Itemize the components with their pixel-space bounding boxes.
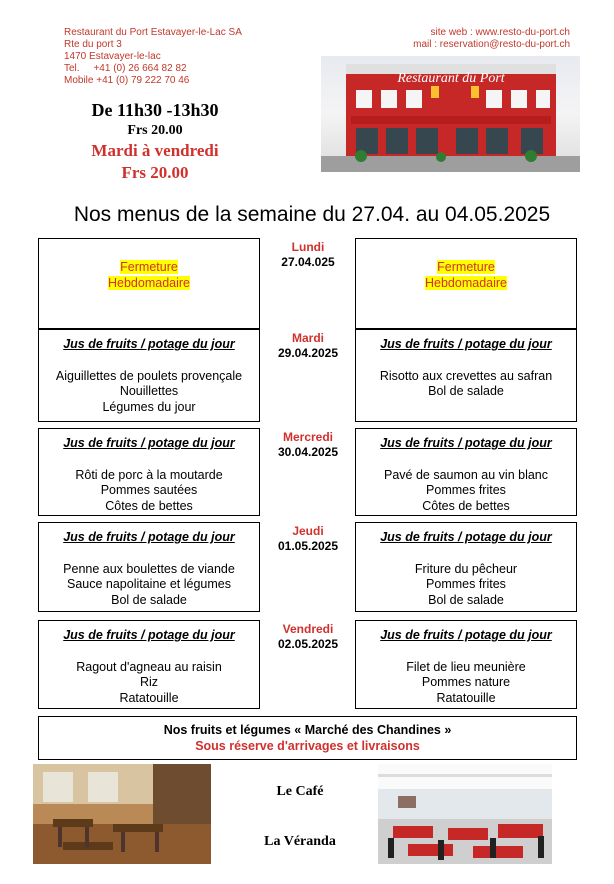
dish-line: Côtes de bettes [105, 498, 193, 513]
dish-line: Nouillettes [119, 384, 179, 398]
day-date: 02.05.2025 [277, 637, 339, 651]
opening-days: Mardi à vendredi [91, 141, 219, 160]
day-name: Mardi [291, 331, 324, 345]
cafe-label: Le Café [276, 784, 324, 799]
price: Frs 20.00 [121, 163, 189, 182]
web-contact [413, 27, 570, 51]
dish-line: Bol de salade [111, 592, 187, 607]
dish-line: Pavé de saumon au vin blanc [384, 467, 548, 482]
dish-line: Pommes frites [426, 483, 506, 497]
day-name: Jeudi [292, 524, 324, 538]
restaurant-address [64, 27, 242, 87]
dish-line: Légumes du jour [102, 399, 196, 414]
day-label-mercredi [260, 430, 356, 460]
closed-label: Hebdomadaire [425, 275, 507, 290]
day-name: Lundi [291, 240, 325, 254]
closed-label: Hebdomadaire [108, 275, 190, 290]
dish-line: Penne aux boulettes de viande [63, 561, 235, 576]
address-line: 1470 Estavayer-le-lac [64, 51, 161, 62]
day-date: 27.04.025 [281, 255, 335, 269]
dish-line: Ratatouille [436, 690, 496, 705]
dish-line: Pommes sautées [100, 483, 198, 497]
dish-line: Ratatouille [119, 690, 179, 705]
mobile-line: Mobile +41 (0) 79 222 70 46 [64, 75, 190, 86]
menu-header: Jus de fruits / potage du jour [63, 628, 235, 642]
veranda-photo [378, 764, 552, 864]
address-line: Restaurant du Port Estavayer-le-Lac SA [64, 27, 242, 38]
dish-line: Sauce napolitaine et légumes [66, 577, 231, 591]
dish-line: Bol de salade [428, 592, 504, 607]
dish-line: Ragout d'agneau au raisin [76, 659, 222, 674]
dish-line: Friture du pêcheur [414, 561, 518, 576]
page-title: Nos menus de la semaine du 27.04. au 04.05.2025 [73, 203, 551, 226]
menu-box-vendredi-left [38, 620, 260, 709]
day-label-jeudi [260, 524, 356, 554]
dish-line: Pommes frites [426, 577, 506, 591]
menu-header: Jus de fruits / potage du jour [63, 337, 235, 351]
menu-header: Jus de fruits / potage du jour [380, 530, 552, 544]
menu-box-mardi-left [38, 329, 260, 422]
restaurant-building-photo [321, 56, 580, 172]
dish-line: Côtes de bettes [422, 498, 510, 513]
price: Frs 20.00 [127, 123, 183, 138]
dish-line: Pommes nature [421, 675, 511, 689]
opening-info [40, 100, 270, 184]
cafe-photo [33, 764, 211, 864]
veranda-label: La Véranda [264, 834, 336, 849]
menu-box-mercredi-left [38, 428, 260, 516]
market-line: Nos fruits et légumes « Marché des Chandines » [163, 723, 452, 737]
day-name: Vendredi [282, 622, 334, 636]
day-date: 01.05.2025 [277, 539, 339, 553]
day-label-vendredi [260, 622, 356, 652]
dish-line: Bol de salade [428, 384, 504, 398]
day-date: 30.04.2025 [277, 445, 339, 459]
day-label-mardi [260, 331, 356, 361]
address-line: Rte du port 3 [64, 39, 122, 50]
menu-box-mardi-right [355, 329, 577, 422]
dish-line: Riz [139, 675, 159, 689]
day-date: 29.04.2025 [277, 346, 339, 360]
menu-box-lundi-left [38, 238, 260, 329]
dish-line: Risotto aux crevettes au safran [379, 368, 553, 383]
menu-header: Jus de fruits / potage du jour [63, 530, 235, 544]
closed-label: Fermeture [437, 260, 495, 274]
menu-box-mercredi-right [355, 428, 577, 516]
menu-box-lundi-right [355, 238, 577, 329]
email-link[interactable]: mail : reservation@resto-du-port.ch [413, 39, 570, 50]
dish-line: Aiguillettes de poulets provençale [55, 368, 243, 383]
menu-box-jeudi-left [38, 522, 260, 612]
building-sign: Restaurant du Port [397, 71, 505, 86]
closed-label: Fermeture [120, 260, 178, 274]
menu-header: Jus de fruits / potage du jour [380, 436, 552, 450]
market-notice [38, 716, 577, 760]
menu-header: Jus de fruits / potage du jour [63, 436, 235, 450]
day-name: Mercredi [282, 430, 334, 444]
dish-line: Rôti de porc à la moutarde [75, 467, 223, 482]
phone-line: Tel. +41 (0) 26 664 82 82 [64, 63, 187, 74]
menu-box-vendredi-right [355, 620, 577, 709]
menu-header: Jus de fruits / potage du jour [380, 628, 552, 642]
day-label-lundi [260, 240, 356, 270]
menu-box-jeudi-right [355, 522, 577, 612]
dish-line: Filet de lieu meunière [406, 659, 526, 674]
reservation-note: Sous réserve d'arrivages et livraisons [195, 738, 420, 753]
website-link[interactable]: site web : www.resto-du-port.ch [430, 27, 570, 38]
menu-header: Jus de fruits / potage du jour [380, 337, 552, 351]
opening-hours: De 11h30 -13h30 [91, 100, 219, 120]
